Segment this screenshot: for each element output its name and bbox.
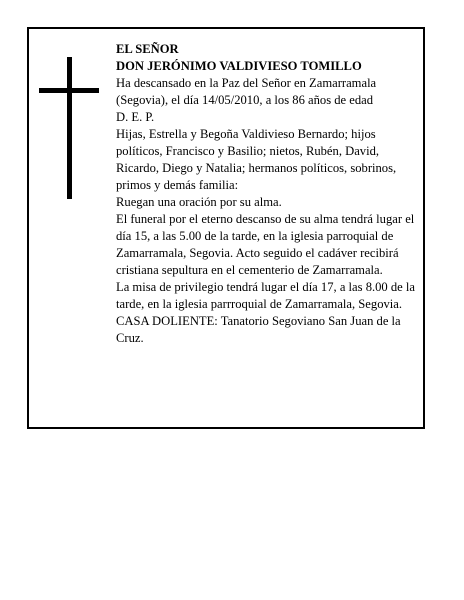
- notice-title-line1: EL SEÑOR: [116, 42, 179, 56]
- mass-details: La misa de privilegio tendrá lugar el día 17, a las 8.00 de la tarde, en la iglesia parrroquial de Zamarramala, Segovia.: [116, 280, 416, 311]
- obituary-notice: [27, 27, 425, 429]
- cross-icon: [39, 57, 99, 199]
- cross-vertical-bar: [67, 57, 72, 199]
- family-list: Hijas, Estrella y Begoña Valdivieso Bernardo; hijos políticos, Francisco y Basilio; nietos, Rubén, David, Ricardo, Diego y Natalia; hermanos políticos, sobrinos, primos y demás familia:: [116, 127, 397, 192]
- notice-title-line2: DON JERÓNIMO VALDIVIESO TOMILLO: [116, 59, 362, 73]
- death-announcement: Ha descansado en la Paz del Señor en Zamarramala (Segovia), el día 14/05/2010, a los 86 años de edad: [116, 76, 377, 107]
- notice-text: [116, 41, 422, 347]
- mourning-house: CASA DOLIENTE: Tanatorio Segoviano San Juan de la Cruz.: [116, 314, 401, 345]
- funeral-details: El funeral por el eterno descanso de su alma tendrá lugar el día 15, a las 5.00 de la tarde, en la iglesia parroquial de Zamarramala, Segovia. Acto seguido el cadáver recibirá cristiana sepultura en el cementerio de Zamarramala.: [116, 212, 415, 277]
- prayer-request: Ruegan una oración por su alma.: [116, 195, 282, 209]
- rip-line: D. E. P.: [116, 110, 155, 124]
- cross-horizontal-bar: [39, 88, 99, 93]
